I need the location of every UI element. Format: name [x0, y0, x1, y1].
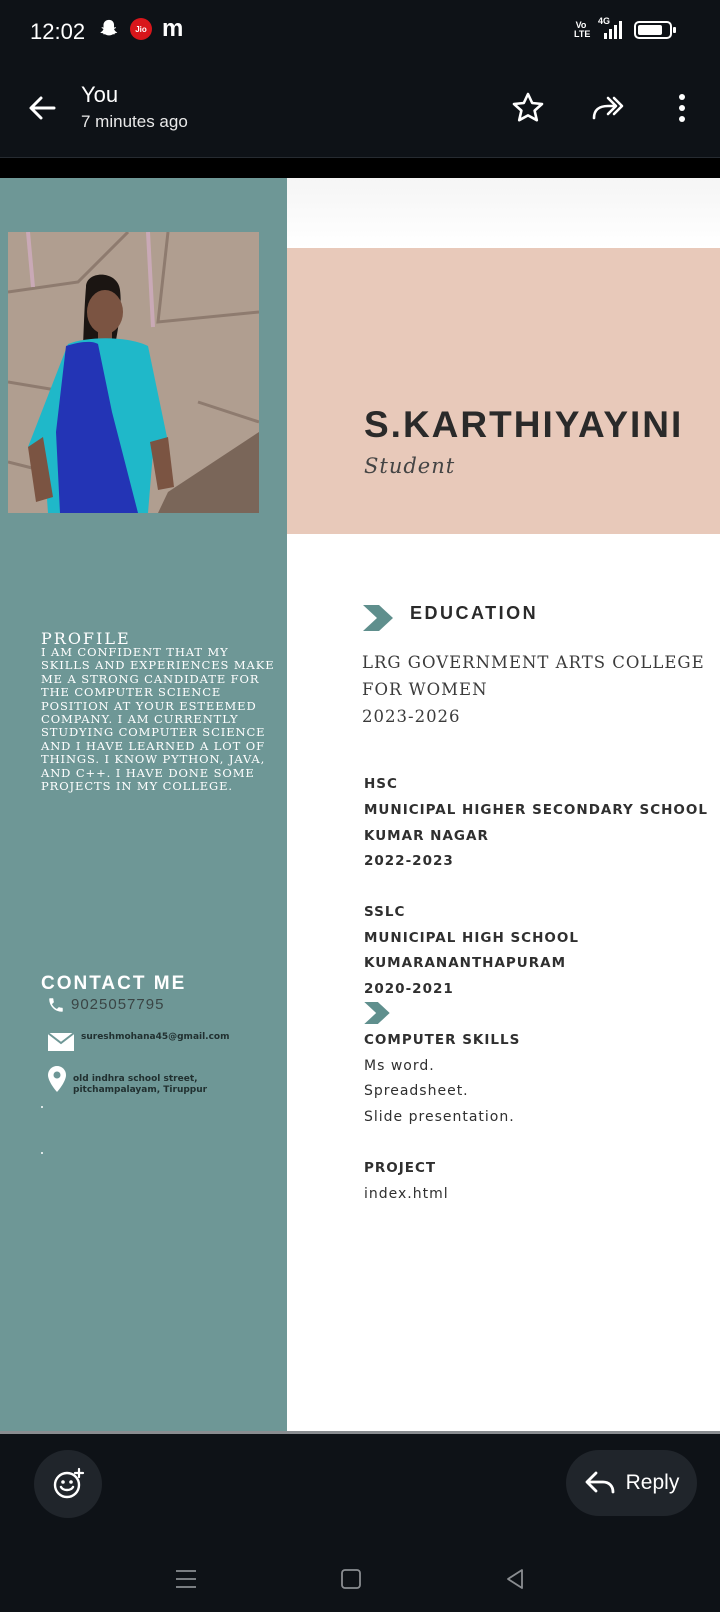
- status-bar: [0, 0, 720, 62]
- react-button[interactable]: [34, 1450, 102, 1518]
- status-notification-icons: [98, 15, 184, 42]
- profile-photo: [8, 232, 259, 513]
- decor-dot: [41, 1106, 43, 1108]
- reply-arrow-icon: [584, 1470, 616, 1496]
- timestamp: 7 minutes ago: [81, 112, 188, 131]
- star-icon[interactable]: [510, 90, 546, 126]
- status-time: 12:02: [30, 19, 86, 44]
- contact-email: [47, 1032, 247, 1052]
- location-pin-icon: [47, 1065, 67, 1093]
- resume-role: Student: [364, 454, 456, 478]
- college-name-line2: FOR WOMEN: [362, 680, 488, 699]
- reply-label: Reply: [625, 1471, 680, 1494]
- sslc-label: SSLC: [364, 904, 406, 920]
- chevron-right-icon: [363, 1002, 391, 1024]
- decor-dot: [41, 1152, 43, 1154]
- reply-button[interactable]: [566, 1450, 697, 1516]
- skill-item: Slide presentation.: [364, 1109, 515, 1125]
- home-icon[interactable]: [338, 1566, 364, 1592]
- college-years: 2023-2026: [362, 707, 461, 726]
- contact-heading: CONTACT ME: [41, 973, 187, 994]
- network-type-label: 4G: [598, 16, 611, 26]
- profile-heading: PROFILE: [41, 629, 131, 648]
- hsc-place: KUMAR NAGAR: [364, 828, 489, 844]
- battery-icon: [634, 21, 672, 39]
- battery-fill: [638, 25, 662, 35]
- resume-top-strip: [287, 178, 720, 248]
- phone-number: 9025057795: [71, 996, 165, 1013]
- viewer-gap: [0, 158, 720, 178]
- name-banner: [287, 248, 720, 534]
- skill-item: Ms word.: [364, 1058, 435, 1074]
- bottom-action-bar: [0, 1434, 720, 1612]
- address-text: old indhra school street, pitchampalayam, Tiruppur: [73, 1074, 208, 1095]
- back-arrow-icon[interactable]: [24, 90, 60, 126]
- college-entry: [362, 649, 717, 730]
- add-reaction-icon: [51, 1467, 85, 1501]
- status-system-icons: [574, 16, 672, 40]
- sender-name: You: [81, 82, 119, 107]
- project-heading: PROJECT: [364, 1160, 437, 1176]
- snapchat-icon: [98, 18, 120, 40]
- volte-icon: Vo LTE: [574, 20, 591, 39]
- education-heading: EDUCATION: [410, 603, 539, 623]
- contact-phone: [47, 996, 164, 1014]
- nav-back-icon[interactable]: [502, 1566, 528, 1592]
- project-item: index.html: [364, 1186, 449, 1202]
- resume-name: S.KARTHIYAYINI: [364, 404, 684, 445]
- phone-icon: [47, 996, 65, 1014]
- jio-icon: Jio: [130, 18, 152, 40]
- skills-heading: COMPUTER SKILLS: [364, 1032, 521, 1048]
- forward-icon[interactable]: [590, 90, 626, 126]
- contact-address: [47, 1065, 267, 1096]
- college-name-line1: LRG GOVERNMENT ARTS COLLEGE: [362, 653, 705, 672]
- sslc-years: 2020-2021: [364, 981, 454, 997]
- more-options-icon[interactable]: [664, 90, 700, 126]
- m-app-icon: m: [162, 15, 184, 42]
- hsc-label: HSC: [364, 776, 398, 792]
- email-icon: [47, 1032, 75, 1052]
- resume-image[interactable]: [0, 178, 720, 1431]
- email-address: sureshmohana45@gmail.com: [81, 1032, 230, 1042]
- signal-icon: [598, 16, 624, 40]
- hsc-years: 2022-2023: [364, 853, 454, 869]
- recent-apps-icon[interactable]: [173, 1566, 199, 1592]
- profile-text: I AM CONFIDENT THAT MY SKILLS AND EXPERIENCES MAKE ME A STRONG CANDIDATE FOR THE COMPUTER SCIENCE POSITION AT YOUR ESTEEMED COMPANY. I AM CURRENTLY STUDYING COMPUTER SCIENCE AND I HAVE LEARNED A LOT OF THINGS. I KNOW PYTHON, JAVA, AND C++. I HAVE DONE SOME PROJECTS IN MY COLLEGE.: [41, 645, 275, 794]
- chevron-right-icon: [363, 605, 393, 631]
- skill-item: Spreadsheet.: [364, 1083, 469, 1099]
- hsc-school: MUNICIPAL HIGHER SECONDARY SCHOOL: [364, 802, 708, 818]
- viewer-header: [0, 62, 720, 158]
- sslc-place: KUMARANANTHAPURAM: [364, 955, 567, 971]
- sslc-school: MUNICIPAL HIGH SCHOOL: [364, 930, 579, 946]
